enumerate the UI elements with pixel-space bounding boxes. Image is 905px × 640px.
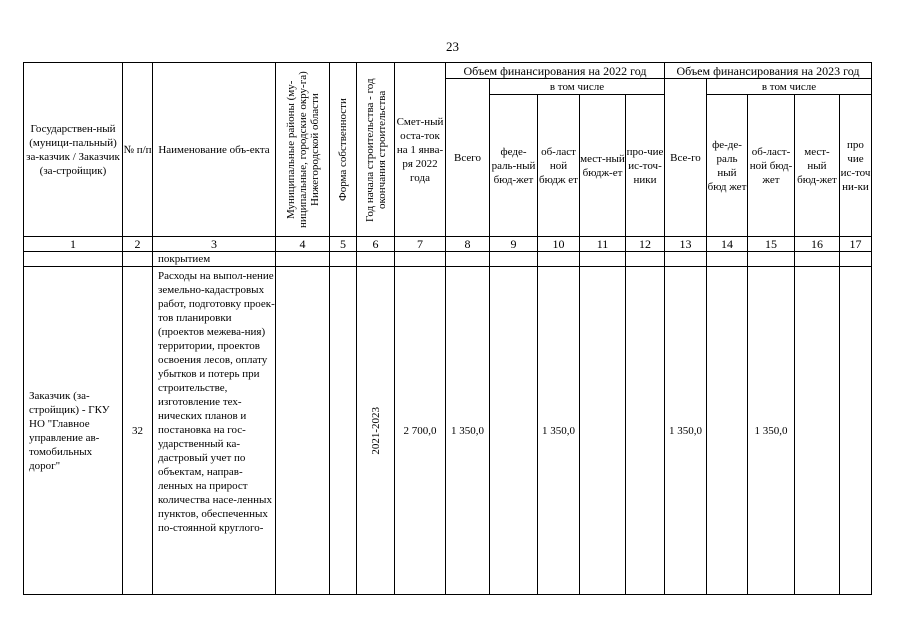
- column-number: 6: [357, 237, 395, 252]
- cell-total-2023: [665, 252, 707, 267]
- cell-other-2023: [840, 252, 872, 267]
- header-estimate: Смет-ный оста-ток на 1 янва-ря 2022 года: [395, 63, 446, 237]
- cell-estimate: 2 700,0: [395, 267, 446, 595]
- column-number: 3: [153, 237, 276, 252]
- cell-customer: [24, 252, 123, 267]
- header-number: № п/п: [123, 63, 153, 237]
- cell-local-2022: [580, 252, 626, 267]
- cell-federal-2023: [707, 267, 748, 595]
- header-ownership-text: Форма собственности: [337, 98, 349, 201]
- column-number: 8: [446, 237, 490, 252]
- cell-total-2023: 1 350,0: [665, 267, 707, 595]
- header-ownership: [330, 63, 357, 237]
- header-regional-2022: об-ласт ной бюдж ет: [538, 95, 580, 237]
- cell-total-2022: 1 350,0: [446, 267, 490, 595]
- cell-object-name: Расходы на выпол-нение земельно-кадастровых работ, подготовку проек-тов планировки (проектов межева-ния) территории, проектов освоения лесов, оплату убытков и потерь при строительстве, изготовление тех-нических планов и постановка на гос-ударственный ка-дастровый учет по объектам, направ-ленных на прирост количества насе-ленных пунктов, обеспеченных по-стоянной круглого-: [153, 267, 276, 595]
- column-number: 13: [665, 237, 707, 252]
- cell-regional-2022: 1 350,0: [538, 267, 580, 595]
- cell-years: [357, 252, 395, 267]
- header-other-2023: про чие ис-точ ни-ки: [840, 95, 872, 237]
- header-total-2022: Всего: [446, 79, 490, 237]
- header-districts: [276, 63, 330, 237]
- header-federal-2022: феде-раль-ный бюд-жет: [490, 95, 538, 237]
- column-number: 9: [490, 237, 538, 252]
- column-number: 2: [123, 237, 153, 252]
- header-customer: Государствен-ный (муници-пальный) за-казчик / Заказчик (за-стройщик): [24, 63, 123, 237]
- column-number: 1: [24, 237, 123, 252]
- cell-federal-2023: [707, 252, 748, 267]
- header-local-2022: мест-ный бюдж-ет: [580, 95, 626, 237]
- cell-number: 32: [123, 267, 153, 595]
- header-financing-2022: Объем финансирования на 2022 год: [446, 63, 665, 79]
- cell-local-2023: [795, 252, 840, 267]
- cell-regional-2023: 1 350,0: [748, 267, 795, 595]
- header-object-name: Наименование объ-екта: [153, 63, 276, 237]
- column-number: 5: [330, 237, 357, 252]
- cell-ownership: [330, 267, 357, 595]
- cell-federal-2022: [490, 267, 538, 595]
- header-years: [357, 63, 395, 237]
- cell-object-name: покрытием: [153, 252, 276, 267]
- cell-estimate: [395, 252, 446, 267]
- cell-districts: [276, 252, 330, 267]
- column-number: 17: [840, 237, 872, 252]
- cell-other-2022: [626, 252, 665, 267]
- financing-table: [23, 62, 872, 595]
- header-districts-text: Муниципальные районы (му-ниципальные, городские окру-га) Нижегородской области: [284, 71, 321, 228]
- column-number: 16: [795, 237, 840, 252]
- column-number: 11: [580, 237, 626, 252]
- header-years-text: Год начала строительства - год окончания строительства: [363, 77, 388, 222]
- table-row: [24, 267, 872, 595]
- cell-years: [357, 267, 395, 595]
- column-number: 7: [395, 237, 446, 252]
- table-row: [24, 252, 872, 267]
- header-federal-2023: фе-де-раль ный бюд жет: [707, 95, 748, 237]
- cell-regional-2022: [538, 252, 580, 267]
- column-number: 15: [748, 237, 795, 252]
- header-total-2023: Все-го: [665, 79, 707, 237]
- header-regional-2023: об-ласт-ной бюд-жет: [748, 95, 795, 237]
- cell-local-2022: [580, 267, 626, 595]
- header-financing-2023: Объем финансирования на 2023 год: [665, 63, 872, 79]
- cell-regional-2023: [748, 252, 795, 267]
- cell-other-2023: [840, 267, 872, 595]
- cell-total-2022: [446, 252, 490, 267]
- cell-federal-2022: [490, 252, 538, 267]
- page-number: 23: [446, 39, 459, 54]
- column-number: 12: [626, 237, 665, 252]
- column-number: 14: [707, 237, 748, 252]
- cell-districts: [276, 267, 330, 595]
- cell-local-2023: [795, 267, 840, 595]
- column-number: 10: [538, 237, 580, 252]
- column-number: 4: [276, 237, 330, 252]
- cell-other-2022: [626, 267, 665, 595]
- header-local-2023: мест-ный бюд-жет: [795, 95, 840, 237]
- cell-number: [123, 252, 153, 267]
- header-including-2022: в том числе: [490, 79, 665, 95]
- cell-years-text: 2021-2023: [369, 406, 382, 455]
- header-including-2023: в том числе: [707, 79, 872, 95]
- cell-ownership: [330, 252, 357, 267]
- header-other-2022: про-чие ис-точ-ники: [626, 95, 665, 237]
- cell-customer: Заказчик (за-стройщик) - ГКУ НО "Главное управление ав-томобильных дорог": [24, 267, 123, 595]
